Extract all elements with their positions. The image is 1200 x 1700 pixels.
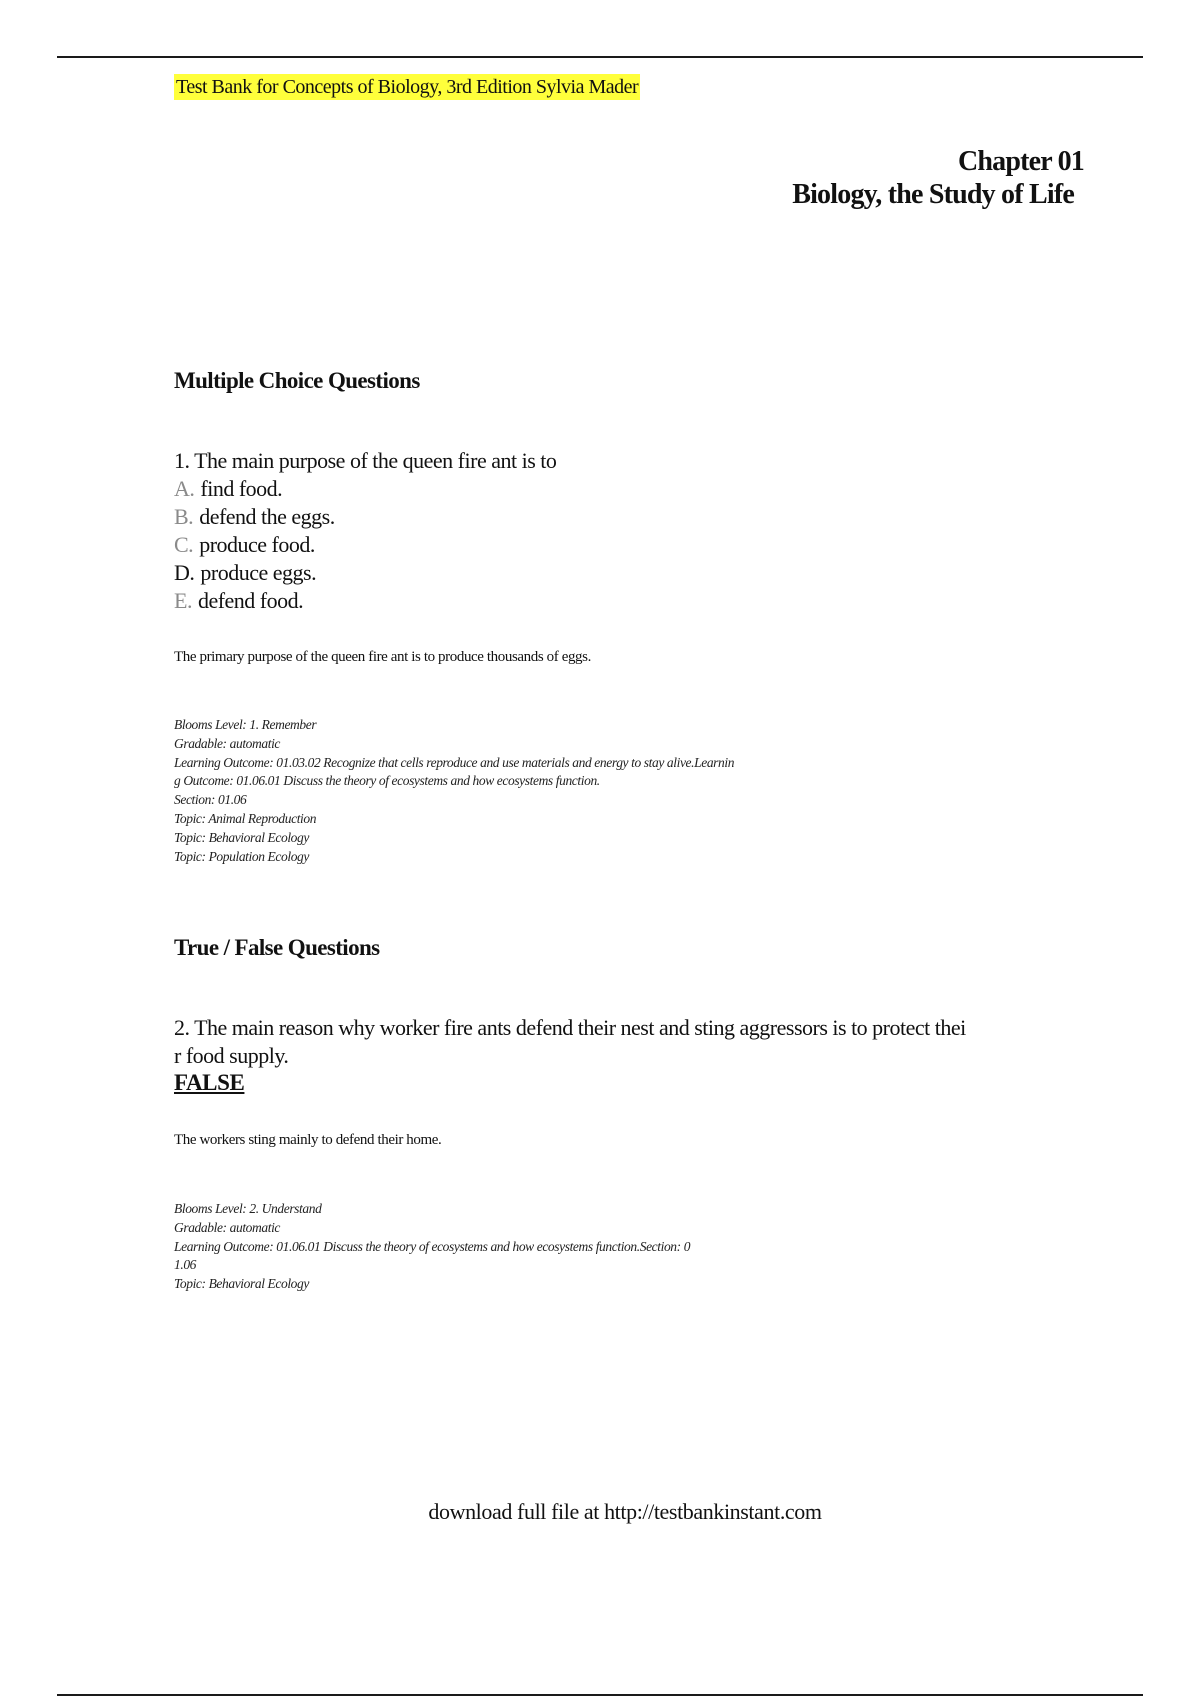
meta-line: Learning Outcome: 01.06.01 Discuss the theory of ecosystems and how ecosystems function.Section: 0: [174, 1238, 691, 1254]
option-text: produce food.: [199, 532, 315, 557]
option-text: defend food.: [197, 588, 304, 613]
option-letter: A.: [174, 476, 195, 501]
question-2-stem-line-1: 2. The main reason why worker fire ants defend their nest and sting aggressors is to protect thei: [174, 1015, 966, 1040]
meta-line: Topic: Behavioral Ecology: [174, 1276, 309, 1292]
chapter-title: Biology, the Study of Life: [792, 179, 1074, 210]
bottom-rule: [57, 1694, 1143, 1696]
question-1-option-c: [174, 531, 556, 559]
option-letter: D.: [174, 560, 195, 585]
question-1-stem: 1. The main purpose of the queen fire ant is to: [174, 448, 557, 473]
meta-line: Topic: Animal Reproduction: [174, 810, 317, 826]
download-footer-link[interactable]: download full file at http://testbankinstant.com: [428, 1499, 822, 1524]
meta-line: Gradable: automatic: [174, 1219, 281, 1235]
top-rule: [57, 56, 1143, 58]
meta-line: Topic: Behavioral Ecology: [174, 829, 309, 845]
option-text: defend the eggs.: [199, 504, 335, 529]
question-1: [174, 447, 556, 615]
question-2-explanation: The workers sting mainly to defend their home.: [174, 1132, 442, 1148]
true-false-heading: True / False Questions: [174, 935, 380, 960]
meta-line: 1.06: [174, 1257, 197, 1273]
question-2: [174, 1014, 966, 1070]
meta-line: Topic: Population Ecology: [174, 848, 309, 864]
chapter-number: Chapter 01: [957, 146, 1084, 177]
meta-line: Blooms Level: 2. Understand: [174, 1201, 322, 1216]
question-2-answer: FALSE: [174, 1070, 245, 1095]
meta-line: Section: 01.06: [174, 792, 247, 808]
option-letter: C.: [174, 532, 194, 557]
question-2-stem-line-2: r food supply.: [174, 1043, 289, 1068]
question-2-metadata: [174, 1200, 894, 1294]
option-text: find food.: [200, 476, 283, 501]
highlighted-document-title: Test Bank for Concepts of Biology, 3rd Edition Sylvia Mader: [176, 76, 639, 98]
meta-line: Blooms Level: 1. Remember: [174, 717, 317, 732]
meta-line: g Outcome: 01.06.01 Discuss the theory of ecosystems and how ecosystems function.: [174, 773, 600, 789]
option-text: produce eggs.: [200, 560, 317, 585]
question-1-option-e: [174, 587, 556, 615]
multiple-choice-heading: Multiple Choice Questions: [174, 368, 420, 393]
question-1-option-b: [174, 503, 556, 531]
meta-line: Learning Outcome: 01.03.02 Recognize that cells reproduce and use materials and energy to stay alive.Learnin: [174, 754, 735, 770]
question-1-metadata: [174, 716, 894, 866]
chapter-heading: [792, 145, 1084, 211]
question-1-option-a: [174, 475, 556, 503]
option-letter: B.: [174, 504, 194, 529]
meta-line: Gradable: automatic: [174, 735, 281, 751]
option-letter: E.: [174, 588, 192, 613]
question-1-option-d: [174, 559, 556, 587]
question-1-explanation: The primary purpose of the queen fire ant is to produce thousands of eggs.: [174, 649, 591, 665]
